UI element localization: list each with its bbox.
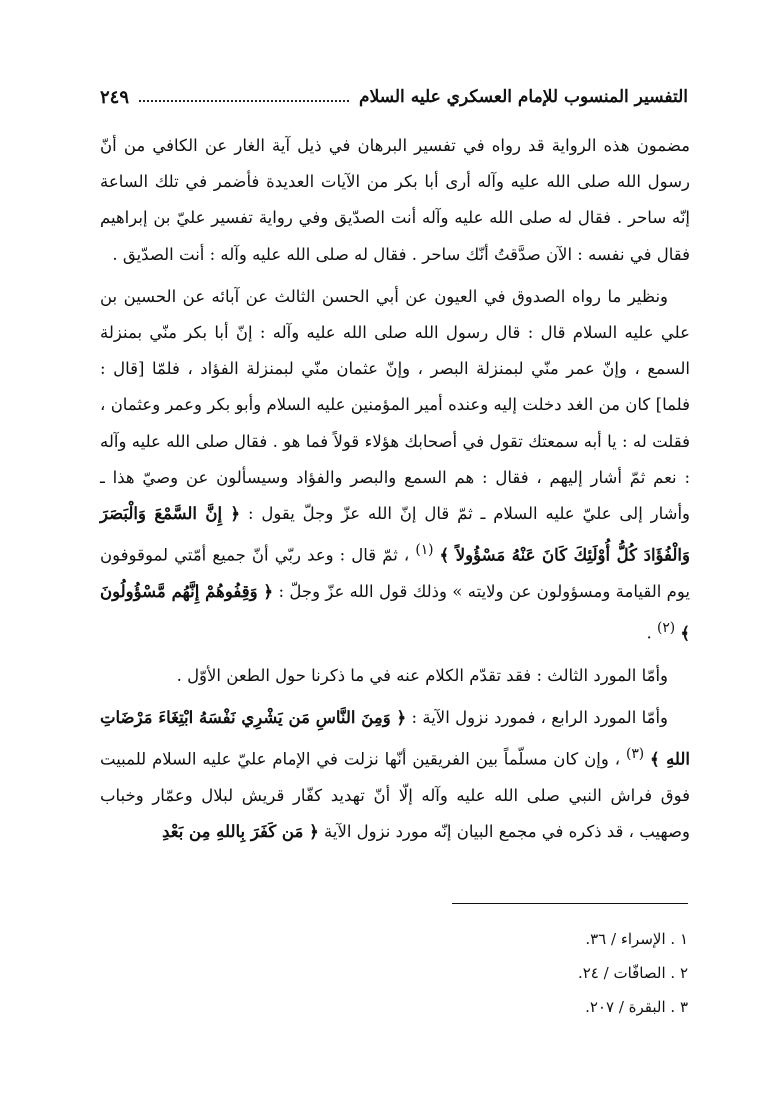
running-title: التفسير المنسوب للإمام العسكري عليه السلام: [359, 87, 688, 107]
quran-verse: ﴿ وَمِنَ النَّاسِ مَن يَشْرِي نَفْسَهُ ابْتِغَاءَ مَرْضَاتِ اللهِ ﴾: [100, 708, 691, 769]
footnote-ref: (٣): [625, 746, 645, 763]
footnote-ref: (١): [415, 542, 434, 559]
paragraph: [100, 658, 690, 694]
header-dot-leader: [139, 100, 349, 102]
paragraph: [100, 279, 690, 652]
footnote-item: ٢ . الصافّات / ٢٤.: [577, 964, 688, 982]
paragraph-text: وأمّا المورد الرابع ، فمورد نزول الآية :: [411, 708, 669, 728]
quran-verse: ﴿ إِنَّ السَّمْعَ وَالْبَصَرَ وَالْفُؤَادَ كُلُّ أُوْلَئِكَ كَانَ عَنْهُ مَسْؤُولاً ﴾: [100, 504, 690, 565]
paragraph: [100, 128, 690, 273]
paragraph-text: ، وإن كان مسلّماً بين الفريقين أنّها نزلت في الإمام عليّ عليه السلام للمبيت فوق فراش النبي صلى الله عليه وآله إلّا أنّ تهديد كفّار قريش لبلال وعمّار وخباب وصهيب ، قد ذكره في مجمع البيان إنّه مورد نزول الآية: [100, 749, 690, 842]
paragraph: [100, 700, 690, 850]
footnote-item: ١ . الإسراء / ٣٦.: [585, 930, 688, 948]
paragraph-text: .: [646, 623, 652, 643]
footnotes: [300, 922, 688, 1024]
paragraph-text: ، ثمّ قال : وعد ربّي أنّ جميع أمّتي لموقوفون يوم القيامة ومسؤولون عن ولايته » وذلك قول الله عزّ وجلّ :: [100, 545, 691, 601]
page-number: ٢٤٩: [100, 86, 130, 108]
running-header: [100, 80, 688, 114]
main-text: [100, 128, 690, 856]
footnote-item: ٣ . البقرة / ٢٠٧.: [585, 998, 688, 1016]
paragraph-text: وأمّا المورد الثالث : فقد تقدّم الكلام عنه في ما ذكرنا حول الطعن الأوّل .: [176, 665, 668, 685]
paragraph-text: ونظير ما رواه الصدوق في العيون عن أبي الحسن الثالث عن آبائه عن الحسين بن علي عليه السلام قال : قال رسول الله صلى الله عليه وآله : إنّ أبا بكر منّي بمنزلة السمع ، وإنّ عمر منّي لبمنزلة البصر ، وإنّ عثمان منّي لبمنزلة الفؤاد ، فلمّا [قال : فلما] كان من الغد دخلت إليه وعنده أمير المؤمنين عليه السلام وأبو بكر وعمر وعثمان ، فقلت له : يا أبه سمعتك تقول في أصحابك هؤلاء قولاً فما هو . فقال صلى الله عليه وآله : نعم ثمّ أشار إليهم ، فقال : هم السمع والبصر والفؤاد وسيسألون عن وصيّ هذا ـ وأشار إلى عليّ عليه السلام ـ ثمّ قال إنّ الله عزّ وجلّ يقول :: [100, 286, 691, 524]
footnote-ref: (٢): [656, 620, 676, 637]
footnote-separator: [452, 903, 688, 904]
paragraph-text: مضمون هذه الرواية قد رواه في تفسير البرهان في ذيل آية الغار عن الكافي من أنّ رسول الله صلى الله عليه وآله أرى أبا بكر من الآيات العديدة فأضمر في تلك الساعة إنّه ساحر . فقال له صلى الله عليه وآله أنت الصدّيق وفي رواية تفسير عليّ بن إبراهيم فقال في نفسه : الآن صدَّقتُ أنّك ساحر . فقال له صلى الله عليه وآله : أنت الصدّيق .: [100, 136, 690, 264]
quran-verse: ﴿ وَقِفُوهُمْ إِنَّهُم مَّسْؤُولُونَ ﴾: [100, 581, 690, 643]
quran-verse: ﴿ مَن كَفَرَ بِاللهِ مِن بَعْدِ: [162, 822, 319, 842]
